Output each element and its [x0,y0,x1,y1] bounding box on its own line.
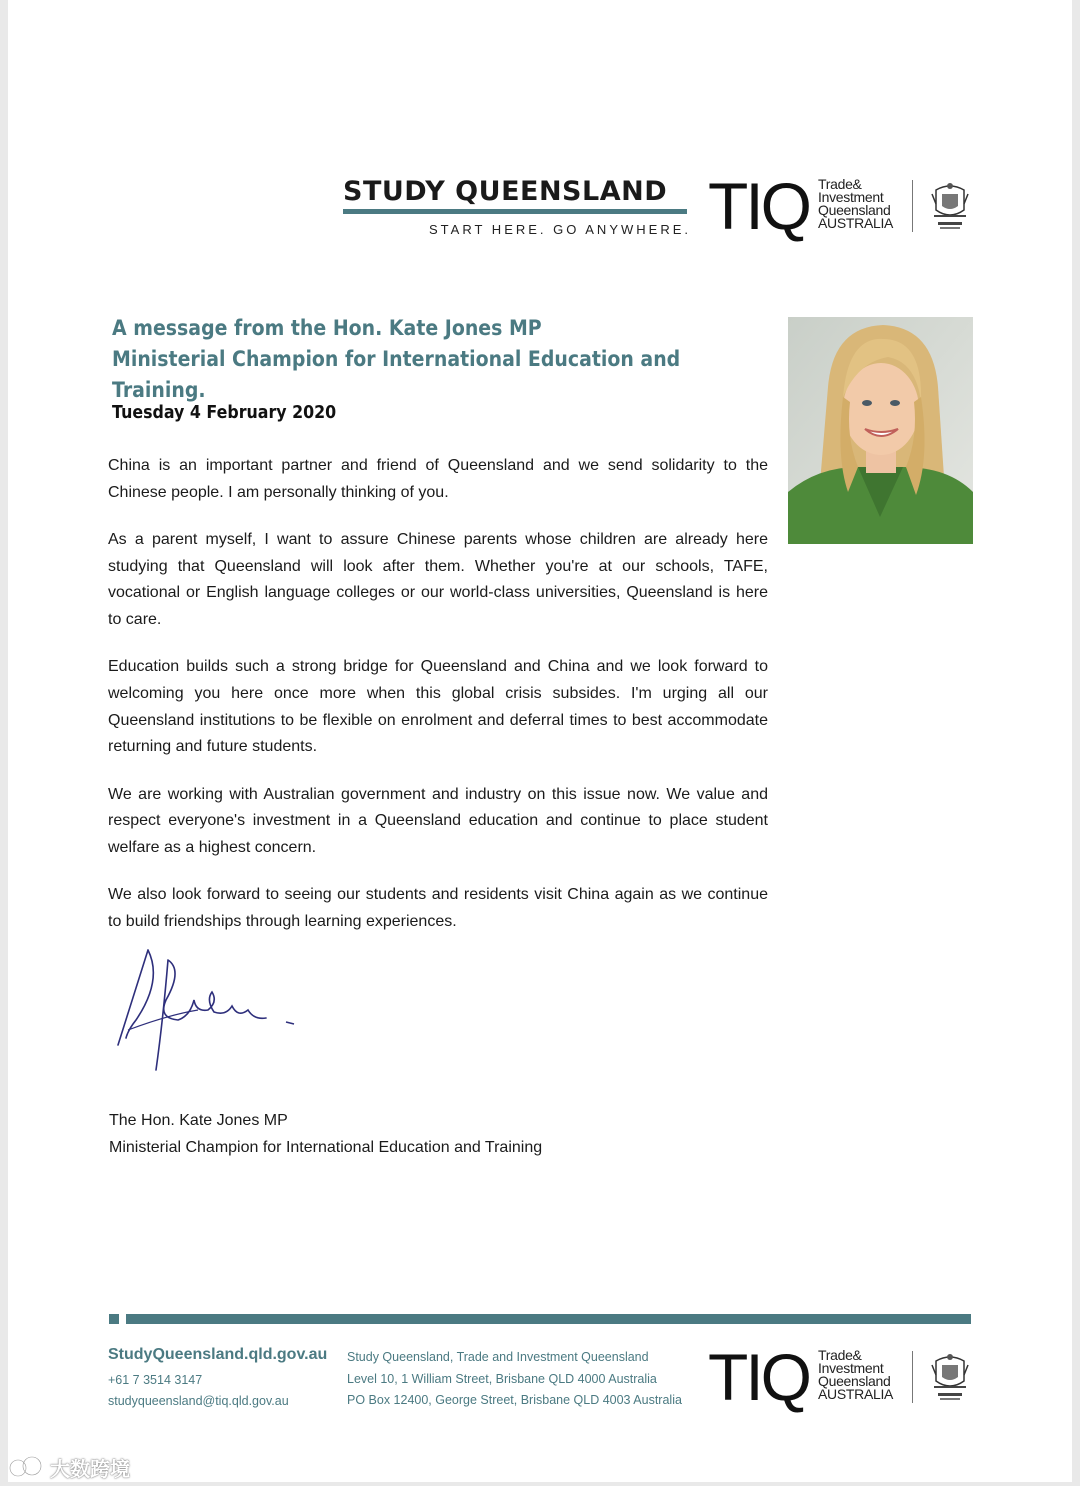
footer-bar [126,1314,971,1324]
body-paragraph: China is an important partner and friend of Queensland and we send solidarity to the Chinese people. I am personally thinking of you. [108,457,768,501]
tiq-word: Queensland [818,202,891,218]
tiq-letters: TIQ [708,1340,809,1414]
body-paragraph: As a parent myself, I want to assure Chinese parents whose children are already here studying that Queensland will look after them. Whether you're at our schools, TAFE, vocational or English language colleges or our world-class universities, Queensland is here to care. [108,530,768,629]
footer-contact [108,1370,289,1412]
letter-date: Tuesday 4 February 2020 [112,402,337,423]
signatory-name: The Hon. Kate Jones MP [109,1112,288,1129]
footer-address-line: Level 10, 1 William Street, Brisbane QLD 4000 Australia [347,1371,657,1386]
footer-website-link[interactable]: StudyQueensland.qld.gov.au [108,1346,328,1363]
footer-address [347,1347,682,1412]
tiq-word: Investment [818,1360,884,1376]
portrait-photo [788,317,973,544]
watermark-logo-icon [8,1454,46,1480]
footer-bar-square [109,1314,119,1324]
tiq-logo-footer [708,1340,978,1414]
tiq-word: Queensland [818,1373,891,1389]
heading-line-2: Ministerial Champion for International Education and Training. [112,347,681,403]
letter-heading [112,313,710,406]
portrait-image [788,317,973,544]
footer-address-line: PO Box 12400, George Street, Brisbane QLD 4003 Australia [347,1393,682,1407]
study-queensland-logo [343,176,695,237]
tiq-word: AUSTRALIA [818,1386,894,1402]
logo-divider [912,1351,913,1403]
tiq-word: Investment [818,189,884,205]
tiq-words [818,1349,893,1401]
brand-tagline: START HERE. GO ANYWHERE. [429,222,691,237]
letter-body [108,453,768,956]
queensland-crest-icon [928,1351,972,1405]
watermark-text: 大数跨境 [50,1458,130,1481]
tiq-word: Trade& [818,1347,862,1363]
tiq-logo-header [708,169,978,243]
footer-address-line: Study Queensland, Trade and Investment Queensland [347,1350,649,1364]
brand-underline [343,209,687,214]
logo-divider [912,180,913,232]
tiq-word: AUSTRALIA [818,215,894,231]
signatory-title: Ministerial Champion for International Education and Training [109,1139,543,1156]
body-paragraph: We also look forward to seeing our students and residents visit China again as we continue to build friendships through learning experiences. [108,886,768,930]
body-paragraph: We are working with Australian government and industry on this issue now. We value and respect everyone's investment in a Queensland education and continue to place student welfare as a highest concern. [108,785,768,856]
footer-email-link[interactable]: studyqueensland@tiq.qld.gov.au [108,1394,289,1408]
handwritten-signature [108,940,308,1100]
footer-phone: +61 7 3514 3147 [108,1373,203,1387]
body-paragraph: Education builds such a strong bridge for Queensland and China and we look forward to welcoming you here once more when this global crisis subsides. I'm urging all our Queensland institutions to be flexible on enrolment and deferral times to best accommodate returning and future students. [108,658,768,756]
tiq-letters: TIQ [708,169,809,243]
tiq-words [818,178,893,230]
brand-title: STUDY QUEENSLAND [343,176,668,207]
queensland-crest-icon [928,180,972,234]
watermark [8,1452,148,1482]
letter-page [8,0,1072,1482]
signatory-block [109,1107,542,1161]
tiq-word: Trade& [818,176,862,192]
heading-line-1: A message from the Hon. Kate Jones MP [112,316,542,341]
